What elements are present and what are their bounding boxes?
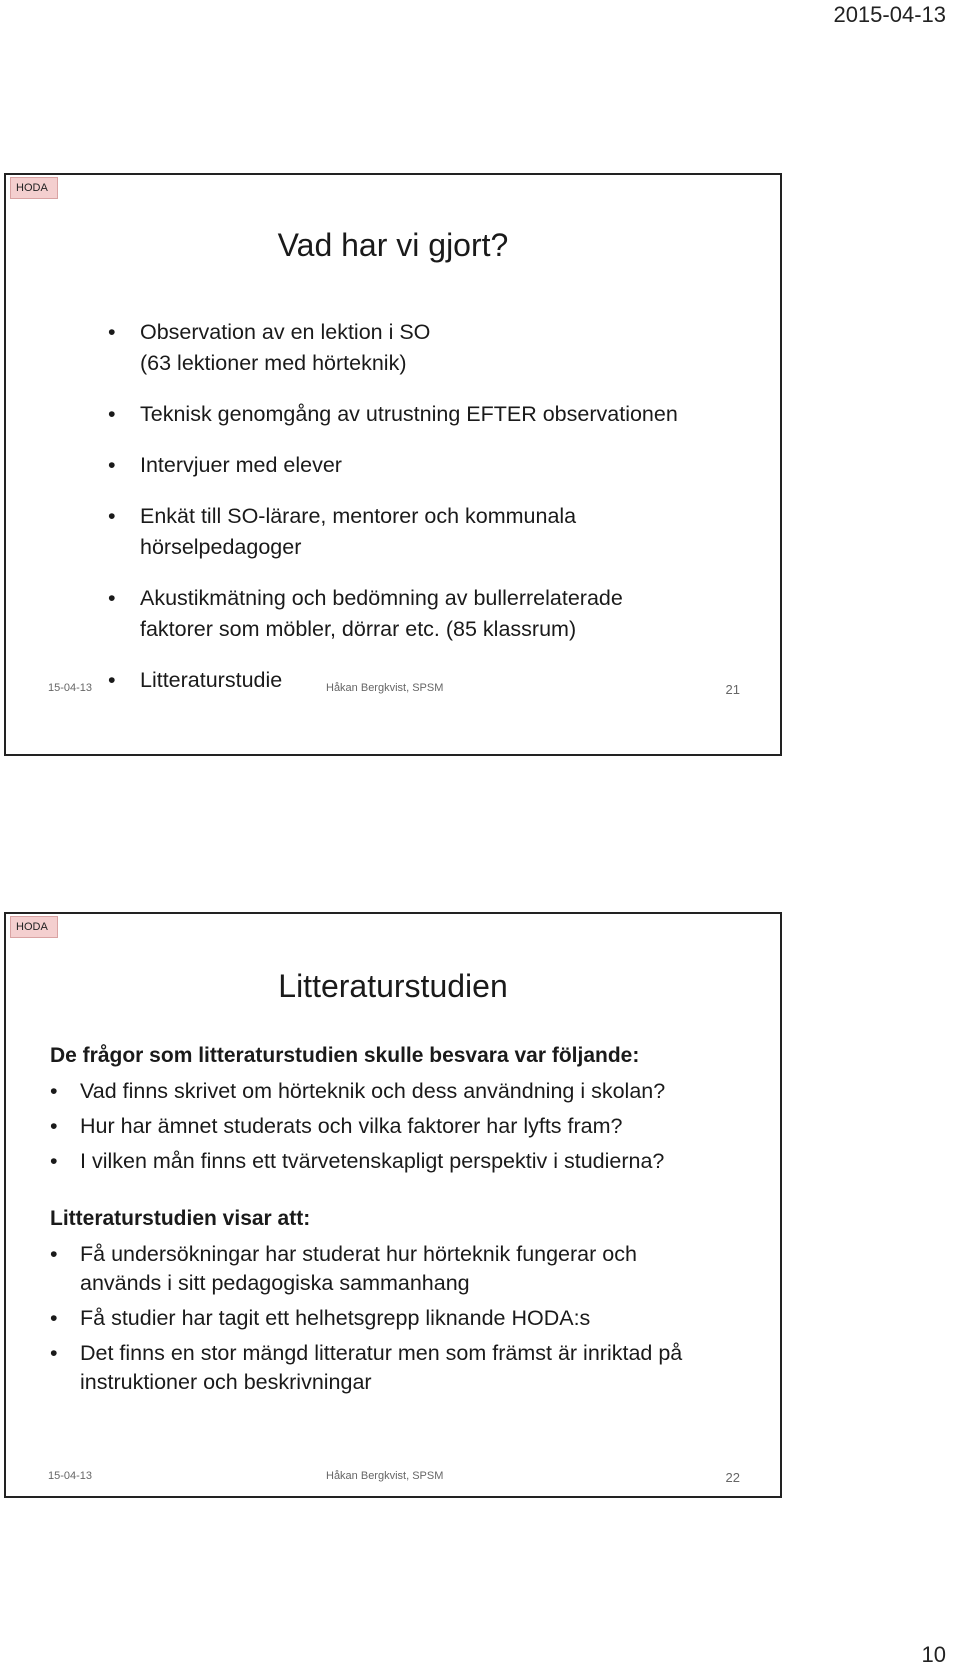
hoda-tag: HODA (10, 177, 58, 199)
list-item: • Teknisk genomgång av utrustning EFTER observationen (108, 399, 748, 430)
footer-author: Håkan Bergkvist, SPSM (326, 682, 444, 694)
footer-date: 15-04-13 (48, 1470, 93, 1482)
section-heading: Litteraturstudien visar att: (50, 1207, 311, 1230)
list-item: • Få undersökningar har studerat hur hörteknik fungerar och används i sitt pedagogiska sammanhang (50, 1240, 690, 1298)
hoda-tag: HODA (10, 916, 58, 938)
list-item: • Enkät till SO-lärare, mentorer och kommunala hörselpedagoger (108, 501, 610, 563)
slide-footer (6, 1470, 780, 1490)
slide-footer (6, 682, 780, 702)
list-item: • I vilken mån finns ett tvärvetenskapligt perspektiv i studierna? (50, 1147, 770, 1176)
list-item: • Intervjuer med elever (108, 450, 748, 481)
slide-22 (4, 912, 782, 1498)
list-item: • Hur har ämnet studerats och vilka faktorer har lyfts fram? (50, 1112, 770, 1141)
list-item: • Vad finns skrivet om hörteknik och dess användning i skolan? (50, 1077, 770, 1106)
list-item: • Det finns en stor mängd litteratur men som främst är inriktad på instruktioner och beskrivningar (50, 1339, 690, 1397)
slide-title: Vad har vi gjort? (277, 227, 509, 263)
bullet-list (108, 317, 748, 716)
list-item: • Observation av en lektion i SO (63 lektioner med hörteknik) (108, 317, 440, 379)
list-item: • Akustikmätning och bedömning av bullerrelaterade faktorer som möbler, dörrar etc. (85 klassrum) (108, 583, 670, 645)
list-item: • Litteraturstudie (108, 665, 748, 696)
page-date: 2015-04-13 (833, 2, 946, 27)
footer-date: 15-04-13 (48, 682, 93, 694)
slide-21 (4, 173, 782, 756)
slide-title: Litteraturstudien (278, 968, 508, 1004)
footer-slide-number: 21 (725, 682, 740, 697)
page-number: 10 (921, 1642, 946, 1667)
section-heading: De frågor som litteraturstudien skulle besvara var följande: (50, 1044, 640, 1067)
footer-author: Håkan Bergkvist, SPSM (326, 1470, 444, 1482)
footer-slide-number: 22 (725, 1470, 740, 1485)
bullet-list (50, 1077, 770, 1182)
list-item: • Få studier har tagit ett helhetsgrepp liknande HODA:s (50, 1304, 690, 1333)
bullet-list (50, 1240, 690, 1403)
